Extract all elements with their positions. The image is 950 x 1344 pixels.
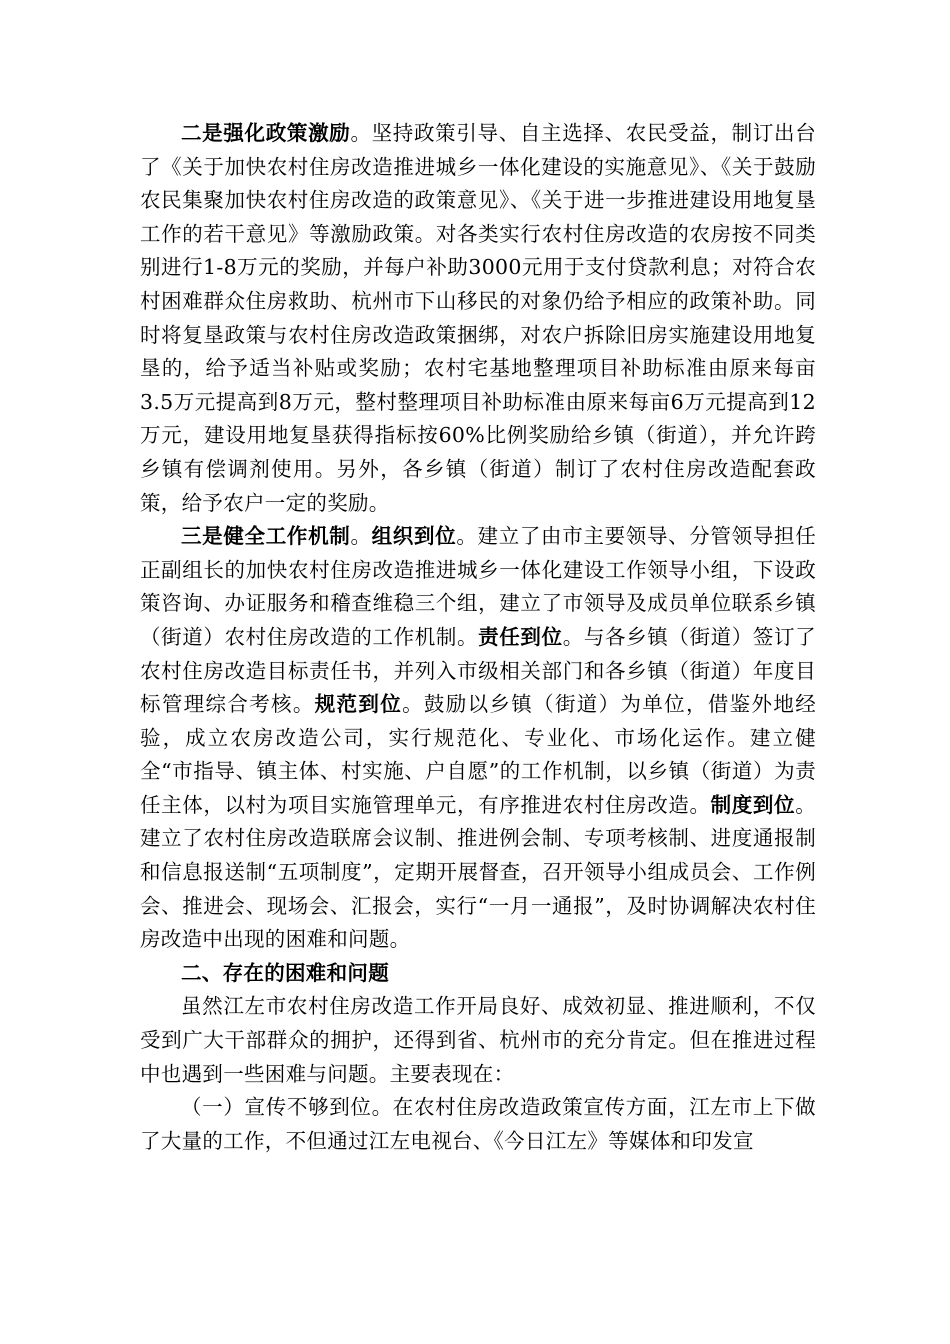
paragraph-text: 。 xyxy=(350,524,372,549)
section-heading: 二、存在的困难和问题 xyxy=(181,960,389,985)
paragraph-text: 。建立了农村住房改造联席会议制、推进例会制、专项考核制、进度通报制和信息报送制“五项制度”，定期开展督查，召开领导小组成员会、工作例会、推进会、现场会、汇报会，实行“一月一通报”，及时协调解决农村住房改造中出现的困难和问题。 xyxy=(140,792,816,952)
subpoint-paragraph xyxy=(140,1091,816,1158)
subpoint-text: 。在农村住房改造政策宣传方面，江左市上下做了大量的工作，不但通过江左电视台、《今日江左》等媒体和印发宣 xyxy=(140,1095,816,1153)
paragraph-text: 。与各乡镇（街道）签订了农村住房改造目标责任书，并列入市级相关部门和各乡镇（街道）年度目标管理综合考核。 xyxy=(140,624,816,717)
paragraph-text: 。建立了由市主要领导、分管领导担任正副组长的加快农村住房改造推进城乡一体化建设工作领导小组，下设政策咨询、办证服务和稽查维稳三个组，建立了市领导及成员单位联系乡镇（街道）农村住房改造的工作机制。 xyxy=(140,524,816,649)
intro-paragraph: 虽然江左市农村住房改造工作开局良好、成效初显、推进顺利，不仅受到广大干部群众的拥护，还得到省、杭州市的充分肯定。但在推进过程中也遇到一些困难与问题。主要表现在： xyxy=(140,994,816,1086)
keyword-system: 制度到位 xyxy=(710,792,796,817)
paragraph-text: 。坚持政策引导、自主选择、农民受益，制订出台了《关于加快农村住房改造推进城乡一体化建设的实施意见》、《关于鼓励农民集聚加快农村住房改造的政策意见》、《关于进一步推进建设用地复垦工作的若干意见》等激励政策。对各类实行农村住房改造的农房按不同类别进行1-8万元的奖励，并每户补助3000元用于支付贷款利息；对符合农村困难群众住房救助、杭州市下山移民的对象仍给予相应的政策补助。同时将复垦政策与农村住房改造政策捆绑，对农户拆除旧房实施建设用地复垦的，给予适当补贴或奖励；农村宅基地整理项目补助标准由原来每亩3.5万元提高到8万元，整村整理项目补助标准由原来每亩6万元提高到12万元，建设用地复垦获得指标按60%比例奖励给乡镇（街道），并允许跨乡镇有偿调剂使用。另外，各乡镇（街道）制订了农村住房改造配套政策，给予农户一定的奖励。 xyxy=(140,121,816,515)
paragraph-text: 。鼓励以乡镇（街道）为单位，借鉴外地经验，成立农房改造公司，实行规范化、专业化、市场化运作。建立健全“市指导、镇主体、村实施、户自愿”的工作机制，以乡镇（街道）为责任主体，以村为项目实施管理单元，有序推进农村住房改造。 xyxy=(140,692,816,817)
keyword-organization: 组织到位 xyxy=(371,524,457,549)
keyword-standardization: 规范到位 xyxy=(314,692,403,717)
paragraph-work-mechanism xyxy=(140,520,816,957)
keyword-responsibility: 责任到位 xyxy=(478,624,563,649)
paragraph-lead: 三是健全工作机制 xyxy=(181,524,351,549)
paragraph-lead: 二是强化政策激励 xyxy=(181,121,351,145)
document-page xyxy=(140,117,816,1158)
paragraph-policy-incentive xyxy=(140,117,816,520)
subpoint-label: （一）宣传不够到位 xyxy=(181,1095,372,1120)
